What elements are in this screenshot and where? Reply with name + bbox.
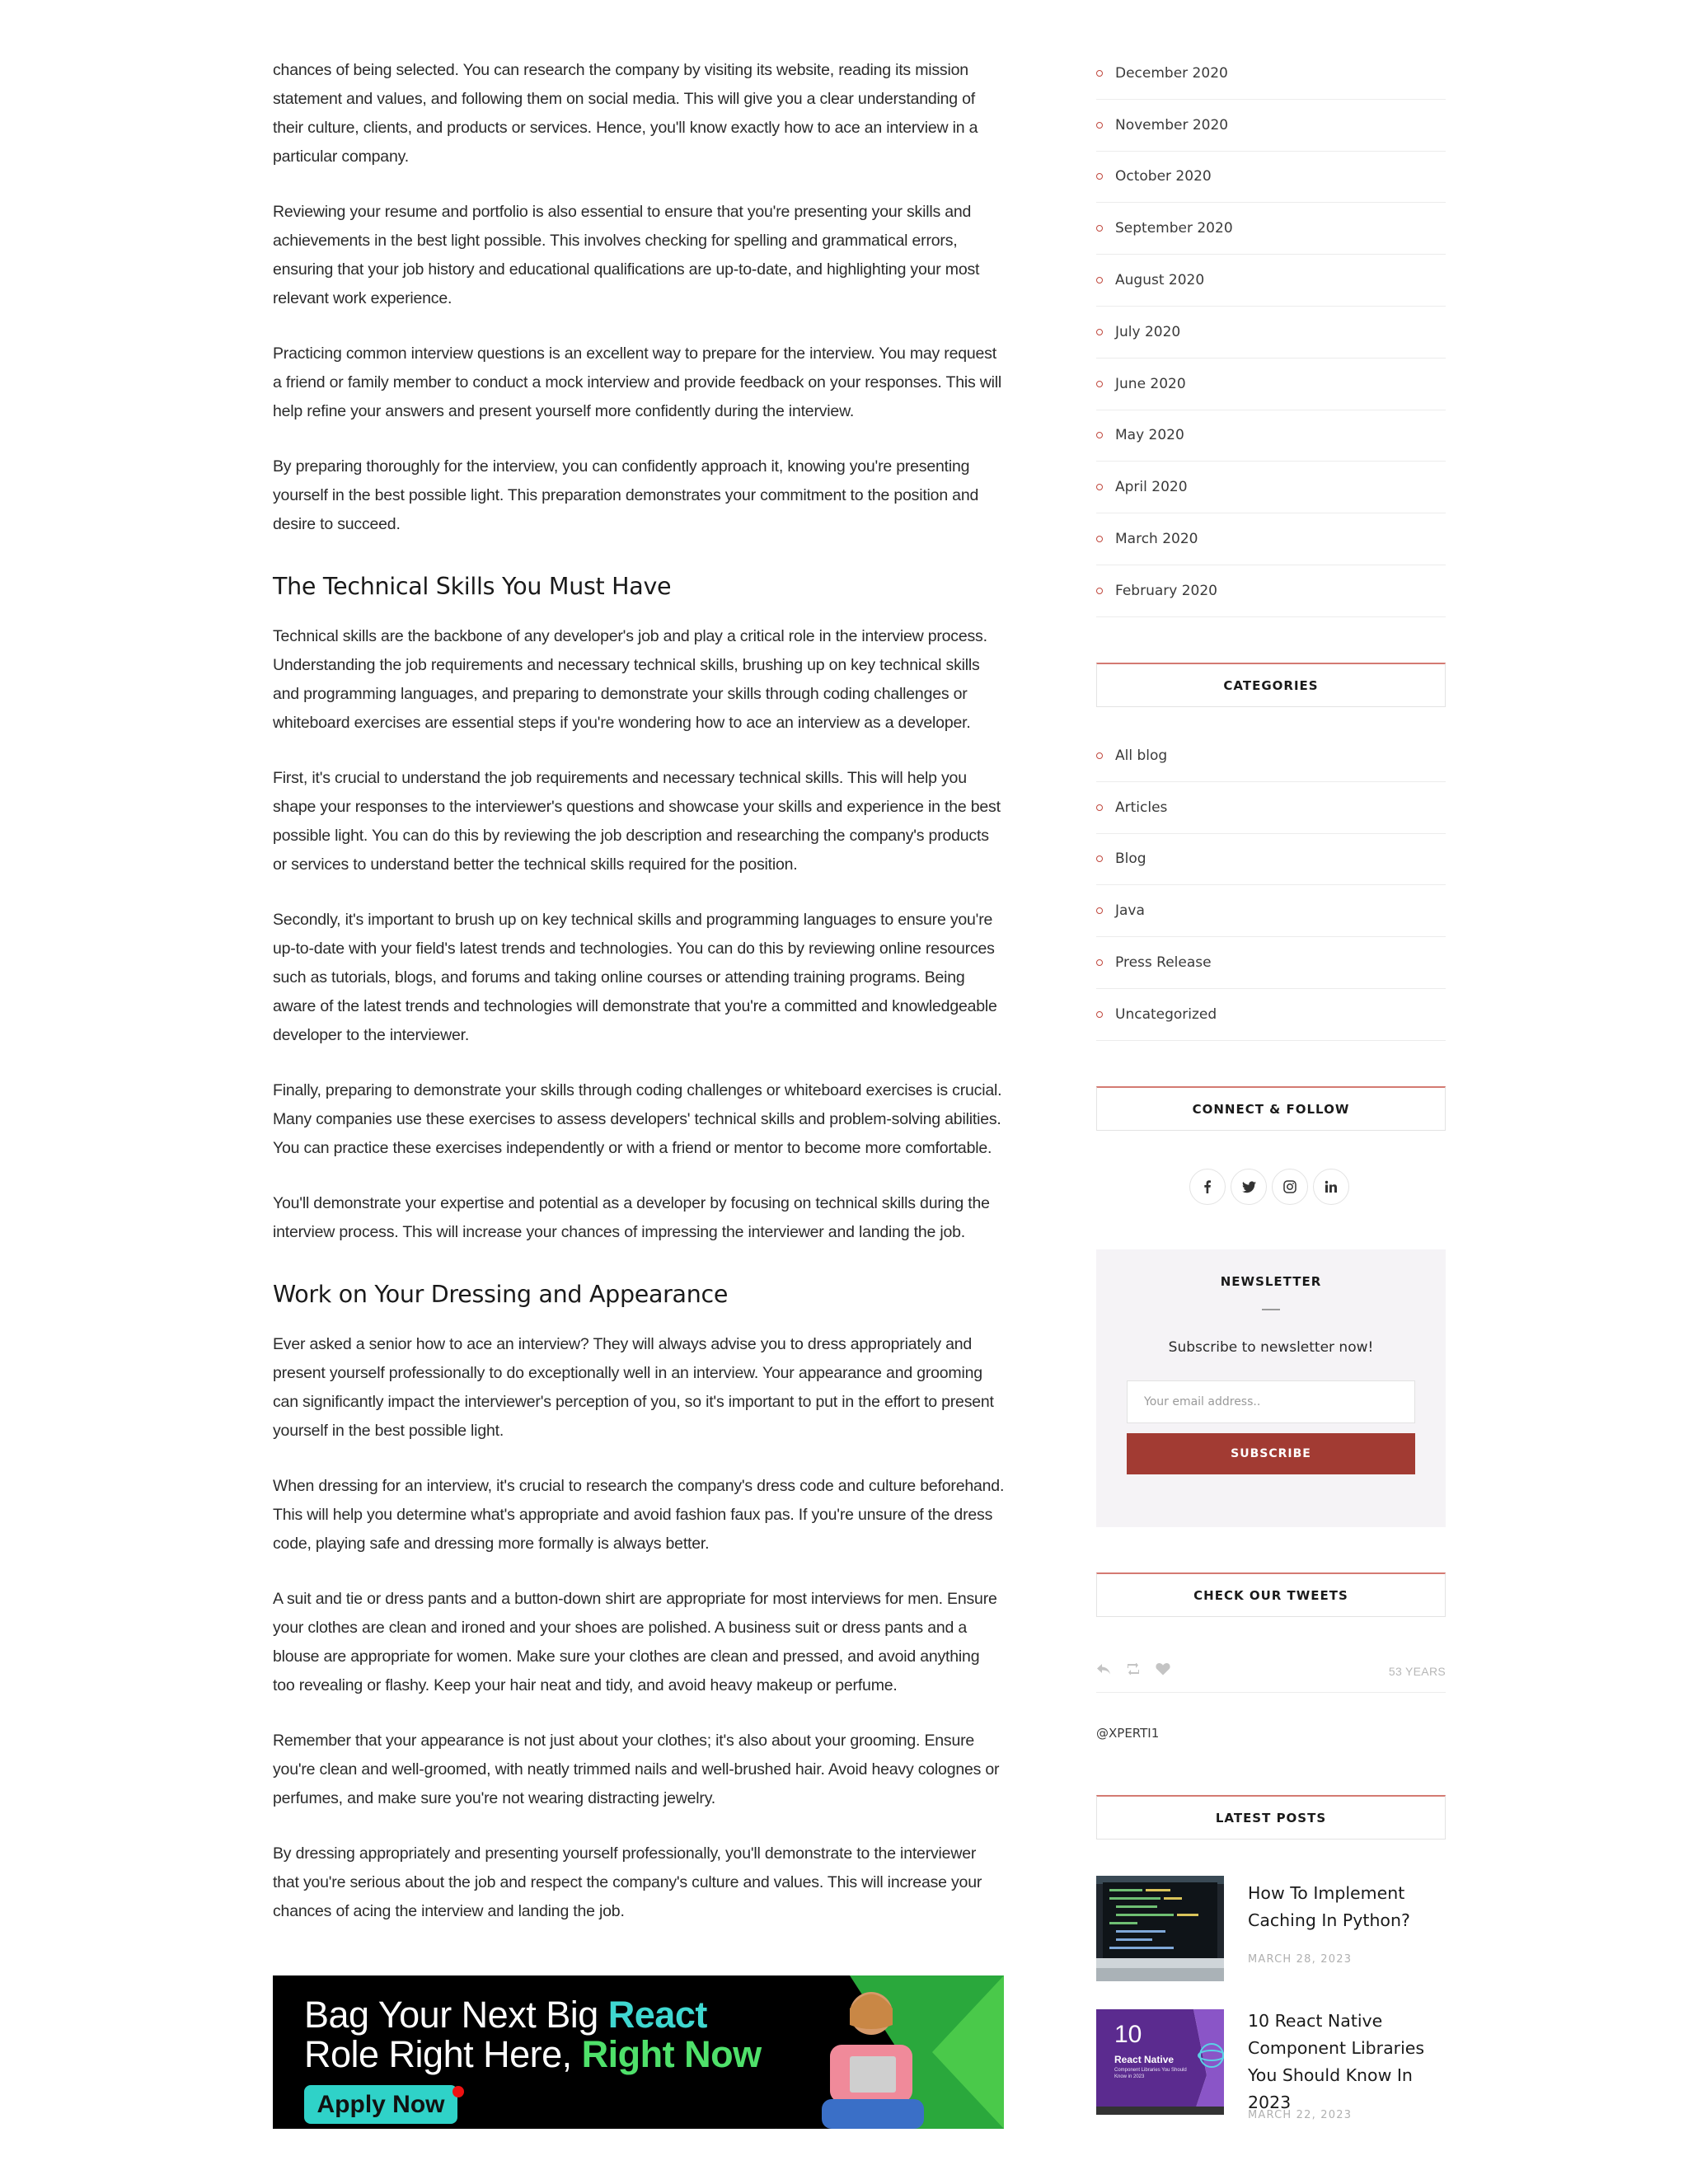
bullet-icon [1096, 277, 1103, 284]
article-paragraph: A suit and tie or dress pants and a button-down shirt are appropriate for most interviews for men. Ensure your clothes are clean and ironed and your shoes are polished. A business suit or dress pants and a blouse are appropriate for women. Make sure your clothes are clean and pressed, and avoid anything too revealing or flashy. Keep your hair neat and tidy, and avoid heavy makeup or perfume. [273, 1590, 997, 1694]
category-label: Uncategorized [1115, 1005, 1217, 1023]
article-paragraph: Ever asked a senior how to ace an interview? They will always advise you to dress appropriately and present yourself professionally to do exceptionally well in an interview. Your appearance and grooming can significantly impact the interviewer's perception of you, so it's important to put in the effort to present yourself in the best possible light. [273, 1335, 994, 1440]
categories-widget-title: CATEGORIES [1096, 663, 1446, 707]
bullet-icon [1096, 855, 1103, 862]
article-paragraph: Practicing common interview questions is an excellent way to prepare for the interview. You may request a friend or family member to conduct a mock interview and provide feedback on your responses. This will help refine your answers and present yourself more confidently during the interview. [273, 344, 1002, 420]
latest-posts-widget-title: LATEST POSTS [1096, 1795, 1446, 1840]
banner-highlight: Right Now [581, 2033, 762, 2075]
banner-highlight: React [607, 1994, 707, 2036]
archive-label: September 2020 [1115, 220, 1233, 237]
article-paragraph: Reviewing your resume and portfolio is also essential to ensure that you're presenting your skills and achievements in the best light possible. This involves checking for spelling and grammatical errors, ensuring that your job history and educational qualifications are up-to-date, and highlighting your most relevant work experience. [273, 203, 980, 307]
bullet-icon [1096, 122, 1103, 129]
social-links [1189, 1169, 1349, 1205]
archive-label: November 2020 [1115, 116, 1229, 134]
archive-item[interactable] [1096, 48, 1446, 100]
post-date: MARCH 22, 2023 [1248, 2109, 1353, 2121]
bullet-icon [1096, 588, 1103, 594]
article-paragraph: First, it's crucial to understand the job requirements and necessary technical skills. This will help you shape your responses to the interviewer's questions and showcase your skills and experience in the best possible light. You can do this by reviewing the job description and researching the company's products or services to understand better the technical skills required for the position. [273, 769, 1001, 874]
archive-item[interactable] [1096, 203, 1446, 255]
article-paragraph: When dressing for an interview, it's crucial to research the company's dress code and culture beforehand. This will help you determine what's appropriate and avoid fashion faux pas. If you're unsure of the dress code, playing safe and dressing more formally is always better. [273, 1477, 1005, 1553]
divider [1262, 1309, 1280, 1310]
bullet-icon [1096, 173, 1103, 180]
promo-banner[interactable] [273, 1975, 1004, 2129]
email-field[interactable] [1127, 1380, 1415, 1423]
category-label: Blog [1115, 851, 1146, 868]
notification-dot [452, 2086, 464, 2097]
article-body [273, 56, 1005, 1926]
archive-item[interactable] [1096, 359, 1446, 410]
category-item[interactable] [1096, 937, 1446, 989]
bullet-icon [1096, 381, 1103, 387]
banner-text: Role Right Here, [304, 2033, 582, 2075]
category-label: Articles [1115, 799, 1168, 816]
tweet-actions [1096, 1650, 1446, 1693]
newsletter-subtitle: Subscribe to newsletter now! [1168, 1339, 1374, 1356]
thumbnail-text: React Native [1114, 2054, 1175, 2065]
thumbnail-subtext: Component Libraries You Should Know in 2023 [1114, 2068, 1187, 2079]
apply-now-button[interactable]: Apply Now [304, 2085, 457, 2124]
bullet-icon [1096, 752, 1103, 759]
archive-item[interactable] [1096, 513, 1446, 565]
thumbnail-number: 10 [1114, 2021, 1142, 2048]
archives-list [1096, 48, 1446, 617]
bullet-icon [1096, 536, 1103, 542]
archive-item[interactable] [1096, 410, 1446, 462]
post-thumbnail[interactable] [1096, 2009, 1224, 2115]
bullet-icon [1096, 70, 1103, 77]
category-label: Java [1115, 902, 1145, 920]
facebook-icon[interactable] [1189, 1169, 1226, 1205]
categories-list [1096, 730, 1446, 1041]
heart-icon[interactable] [1156, 1662, 1170, 1680]
category-label: All blog [1115, 747, 1168, 764]
banner-headline [304, 1994, 707, 2036]
article-paragraph: You'll demonstrate your expertise and potential as a developer by focusing on technical skills during the interview process. This will increase your chances of impressing the interviewer and landing the job. [273, 1194, 990, 1241]
bullet-icon [1096, 959, 1103, 966]
archive-label: March 2020 [1115, 531, 1198, 548]
article-paragraph: Remember that your appearance is not just about your clothes; it's also about your grooming. Ensure you're clean and well-groomed, with neatly trimmed nails and well-brushed hair. Avoid heavy colognes or perfumes, and make sure you're not wearing distracting jewelry. [273, 1732, 1000, 1807]
archive-label: August 2020 [1115, 272, 1205, 289]
bullet-icon [1096, 225, 1103, 232]
bullet-icon [1096, 907, 1103, 914]
bullet-icon [1096, 432, 1103, 438]
newsletter-widget [1096, 1249, 1446, 1527]
section-heading: The Technical Skills You Must Have [273, 573, 672, 600]
instagram-icon[interactable] [1272, 1169, 1308, 1205]
archive-item[interactable] [1096, 152, 1446, 204]
archive-label: February 2020 [1115, 582, 1217, 599]
category-item[interactable] [1096, 885, 1446, 937]
tweets-widget-title: CHECK OUR TWEETS [1096, 1572, 1446, 1617]
banner-headline [304, 2033, 762, 2076]
archive-item[interactable] [1096, 307, 1446, 359]
archive-item[interactable] [1096, 462, 1446, 513]
category-label: Press Release [1115, 954, 1212, 972]
bullet-icon [1096, 329, 1103, 335]
article-paragraph: chances of being selected. You can research the company by visiting its website, reading its mission statement and values, and following them on social media. This will give you a clear understanding of their culture, clients, and products or services. Hence, you'll know exactly how to ace an interview in a particular company. [273, 61, 978, 166]
retweet-icon[interactable] [1126, 1663, 1141, 1679]
post-title[interactable]: 10 React Native Component Libraries You Should Know In 2023 [1248, 2011, 1425, 2112]
banner-text: Bag Your Next Big [304, 1994, 608, 2036]
category-item[interactable] [1096, 730, 1446, 782]
reply-icon[interactable] [1096, 1663, 1111, 1679]
bullet-icon [1096, 1011, 1103, 1018]
twitter-handle[interactable]: @XPERTI1 [1096, 1726, 1160, 1741]
category-item[interactable] [1096, 989, 1446, 1041]
article-paragraph: Secondly, it's important to brush up on key technical skills and programming languages to ensure you're up-to-date with your field's latest trends and technologies. You can do this by reviewing online resources such as tutorials, blogs, and forums and taking online courses or attending training programs. Being aware of the latest trends and technologies will demonstrate that you're a committed and knowledgeable developer to the interviewer. [273, 911, 997, 1044]
article-paragraph: Finally, preparing to demonstrate your skills through coding challenges or whiteboard exercises is crucial. Many companies use these exercises to assess developers' technical skills and problem-solving abilities. You can practice these exercises independently or with a friend or mentor to become more comfortable. [273, 1081, 1002, 1157]
article-paragraph: By preparing thoroughly for the interview, you can confidently approach it, knowing you're presenting yourself in the best possible light. This preparation demonstrates your commitment to the position and desire to succeed. [273, 457, 979, 533]
twitter-icon[interactable] [1231, 1169, 1267, 1205]
section-heading: Work on Your Dressing and Appearance [273, 1281, 729, 1308]
archive-label: May 2020 [1115, 427, 1184, 444]
connect-widget-title: CONNECT & FOLLOW [1096, 1086, 1446, 1131]
archive-label: December 2020 [1115, 64, 1228, 82]
category-item[interactable] [1096, 782, 1446, 834]
bullet-icon [1096, 804, 1103, 811]
archive-label: July 2020 [1115, 323, 1181, 340]
post-date: MARCH 28, 2023 [1248, 1953, 1353, 1966]
category-item[interactable] [1096, 834, 1446, 886]
archive-label: June 2020 [1115, 375, 1186, 392]
archive-label: April 2020 [1115, 479, 1188, 496]
article-paragraph: Technical skills are the backbone of any developer's job and play a critical role in the interview process. Understanding the job requirements and necessary technical skills, brushing up on key technical skills and programming languages, and preparing to demonstrate your skills through coding challenges or whiteboard exercises are essential steps if you're wondering how to ace an interview as a developer. [273, 627, 987, 732]
article-paragraph: By dressing appropriately and presenting yourself professionally, you'll demonstrate to the interviewer that you're serious about the job and respect the company's culture and values. This will increase your chances of acing the interview and landing the job. [273, 1844, 982, 1920]
archive-label: October 2020 [1115, 168, 1212, 185]
post-title[interactable]: How To Implement Caching In Python? [1248, 1883, 1410, 1930]
archive-item[interactable] [1096, 255, 1446, 307]
post-thumbnail[interactable] [1096, 1876, 1224, 1981]
bullet-icon [1096, 484, 1103, 490]
subscribe-button[interactable]: SUBSCRIBE [1127, 1433, 1415, 1474]
archive-item[interactable] [1096, 100, 1446, 152]
newsletter-title: NEWSLETTER [1220, 1274, 1322, 1289]
tweet-timestamp: 53 YEARS [1388, 1664, 1446, 1678]
archive-item[interactable] [1096, 565, 1446, 617]
linkedin-icon[interactable] [1313, 1169, 1349, 1205]
